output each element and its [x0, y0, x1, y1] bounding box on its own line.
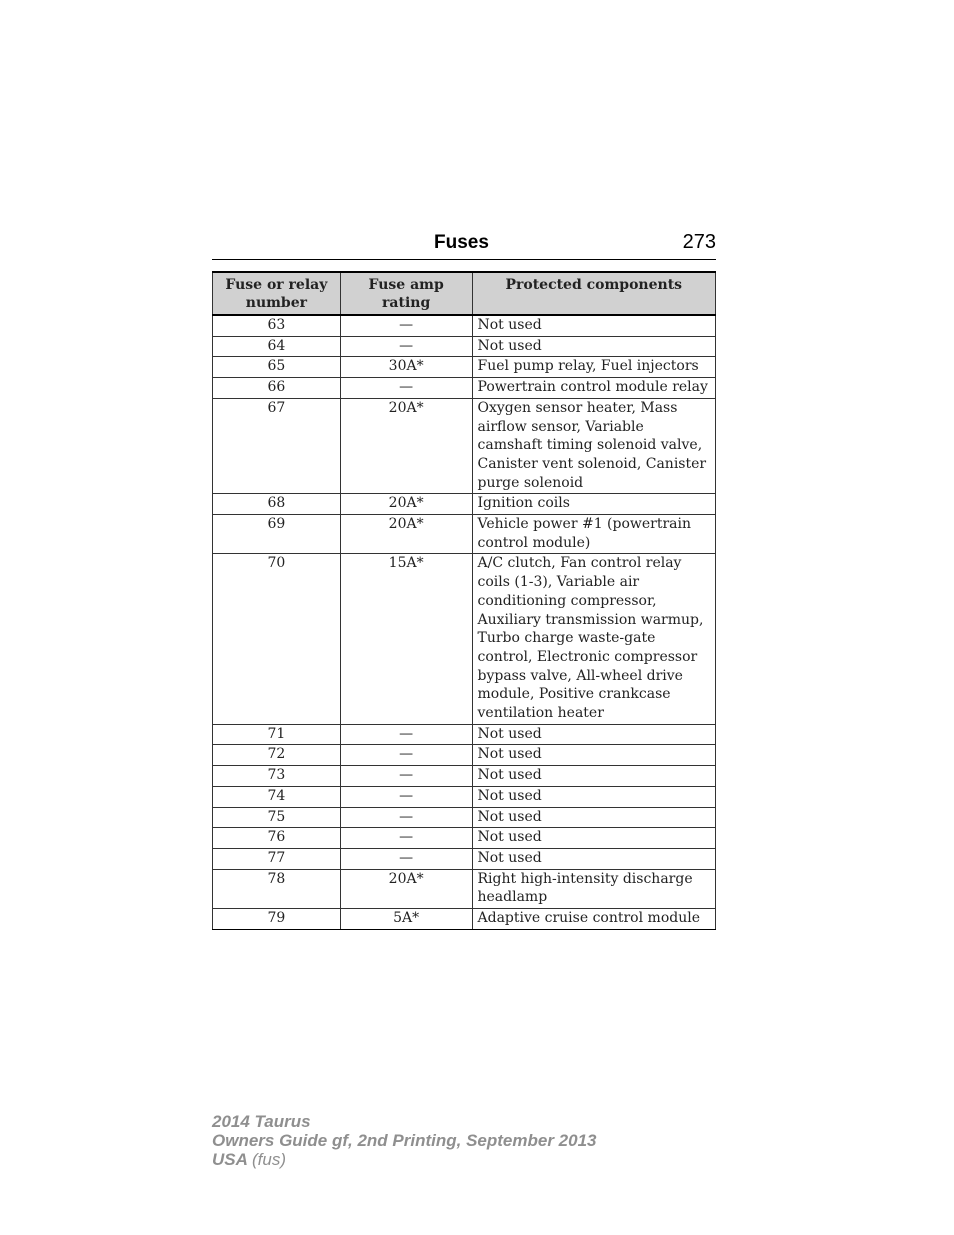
table-row — [213, 315, 716, 336]
footer-model: 2014 Taurus — [212, 1112, 311, 1131]
table-row — [213, 378, 716, 399]
fuse-rating-cell: — — [340, 378, 472, 399]
table-row — [213, 357, 716, 378]
protected-components-cell: Oxygen sensor heater, Mass airflow sensor, Variable camshaft timing solenoid valve, Canister vent solenoid, Canister purge solenoid — [472, 398, 716, 494]
footer-country: USA — [212, 1150, 248, 1169]
fuse-number-cell: 75 — [213, 807, 341, 828]
fuse-rating-cell: — — [340, 724, 472, 745]
protected-components-cell: Not used — [472, 724, 716, 745]
fuse-number-cell: 79 — [213, 909, 341, 930]
table-row — [213, 724, 716, 745]
protected-components-cell: Not used — [472, 315, 716, 336]
footer-region — [212, 1150, 596, 1169]
fuse-rating-cell: 20A* — [340, 869, 472, 908]
table-row — [213, 828, 716, 849]
protected-components-cell: A/C clutch, Fan control relay coils (1-3), Variable air conditioning compressor, Auxiliary transmission warmup, Turbo charge waste-gate control, Electronic compressor bypass valve, All-wheel drive module, Positive crankcase ventilation heater — [472, 554, 716, 724]
fuse-number-cell: 63 — [213, 315, 341, 336]
footer-guide-info: Owners Guide gf, 2nd Printing, September 2013 — [212, 1131, 597, 1150]
protected-components-cell: Not used — [472, 745, 716, 766]
table-row — [213, 807, 716, 828]
fuse-rating-cell: 20A* — [340, 398, 472, 494]
table-row — [213, 745, 716, 766]
fuse-number-cell: 73 — [213, 766, 341, 787]
table-row — [213, 869, 716, 908]
protected-components-cell: Fuel pump relay, Fuel injectors — [472, 357, 716, 378]
fuse-number-cell: 71 — [213, 724, 341, 745]
table-row — [213, 848, 716, 869]
footer-language: (fus) — [252, 1150, 286, 1169]
page-footer — [212, 1112, 596, 1169]
protected-components-cell: Not used — [472, 766, 716, 787]
fuse-rating-cell: 20A* — [340, 515, 472, 554]
fuse-rating-cell: 5A* — [340, 909, 472, 930]
fuse-rating-cell: 20A* — [340, 494, 472, 515]
fuse-rating-cell: 30A* — [340, 357, 472, 378]
fuse-number-cell: 67 — [213, 398, 341, 494]
protected-components-cell: Not used — [472, 786, 716, 807]
fuse-number-cell: 78 — [213, 869, 341, 908]
protected-components-cell: Not used — [472, 848, 716, 869]
table-row — [213, 909, 716, 930]
column-header-components: Protected components — [472, 272, 716, 315]
fuse-number-cell: 66 — [213, 378, 341, 399]
table-row — [213, 554, 716, 724]
fuse-number-cell: 65 — [213, 357, 341, 378]
table-row — [213, 336, 716, 357]
column-header-rating: Fuse amp rating — [340, 272, 472, 315]
protected-components-cell: Right high-intensity discharge headlamp — [472, 869, 716, 908]
table-row — [213, 786, 716, 807]
fuse-rating-cell: — — [340, 745, 472, 766]
protected-components-cell: Not used — [472, 336, 716, 357]
table-body — [213, 315, 716, 929]
fuse-rating-cell: — — [340, 848, 472, 869]
protected-components-cell: Ignition coils — [472, 494, 716, 515]
fuse-rating-cell: 15A* — [340, 554, 472, 724]
page-number: 273 — [682, 231, 716, 253]
protected-components-cell: Not used — [472, 807, 716, 828]
table-row — [213, 766, 716, 787]
table-row — [213, 494, 716, 515]
fuse-rating-cell: — — [340, 315, 472, 336]
fuse-rating-cell: — — [340, 766, 472, 787]
fuse-number-cell: 74 — [213, 786, 341, 807]
fuse-number-cell: 76 — [213, 828, 341, 849]
table-row — [213, 515, 716, 554]
fuse-rating-cell: — — [340, 828, 472, 849]
fuse-number-cell: 64 — [213, 336, 341, 357]
fuse-rating-cell: — — [340, 336, 472, 357]
fuse-number-cell: 69 — [213, 515, 341, 554]
fuse-number-cell: 68 — [213, 494, 341, 515]
column-header-number: Fuse or relay number — [213, 272, 341, 315]
page-title: Fuses — [434, 232, 489, 253]
table-row — [213, 398, 716, 494]
protected-components-cell: Powertrain control module relay — [472, 378, 716, 399]
fuse-number-cell: 77 — [213, 848, 341, 869]
protected-components-cell: Vehicle power #1 (powertrain control module) — [472, 515, 716, 554]
fuse-table — [212, 271, 716, 930]
table-header-row — [213, 272, 716, 315]
protected-components-cell: Not used — [472, 828, 716, 849]
fuse-number-cell: 70 — [213, 554, 341, 724]
fuse-rating-cell: — — [340, 807, 472, 828]
protected-components-cell: Adaptive cruise control module — [472, 909, 716, 930]
fuse-rating-cell: — — [340, 786, 472, 807]
page-header — [212, 228, 716, 260]
fuse-number-cell: 72 — [213, 745, 341, 766]
